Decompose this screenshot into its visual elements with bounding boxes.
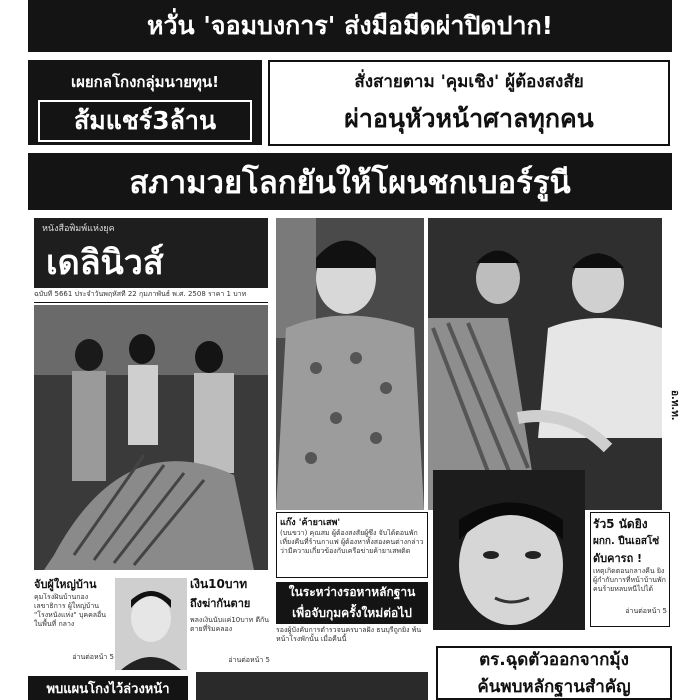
story-money bbox=[190, 575, 270, 671]
right-box-line1: สั่งสายตาม 'คุมเชิง' ผู้ต้องสงสัย bbox=[354, 71, 584, 92]
masthead bbox=[34, 218, 268, 288]
bottom-headline-line2: ค้นพบหลักฐานสำคัญ bbox=[477, 677, 631, 697]
story-right bbox=[590, 512, 670, 627]
story-money-subtitle: ถึงฆ่ากันตาย bbox=[190, 597, 251, 610]
photo-men-seated bbox=[428, 218, 662, 510]
bottom-headline-line1: ตร.ฉุดตัวออกจากมุ้ง bbox=[479, 650, 629, 670]
right-box-line2: ผ่าอนุหัวหน้าศาลทุกคน bbox=[344, 103, 594, 133]
story-evidence-line1: ในระหว่างรอหาหลักฐาน bbox=[276, 582, 428, 603]
main-banner bbox=[28, 153, 672, 210]
headline-top-bar bbox=[28, 0, 672, 52]
photo-crowd-icon bbox=[34, 305, 268, 570]
bottom-photo-strip bbox=[196, 672, 428, 700]
photo-face-closeup bbox=[433, 470, 585, 630]
masthead-tagline: หนังสือพิมพ์แห่งยุค bbox=[42, 224, 115, 234]
left-headline-box bbox=[28, 60, 262, 145]
photo-portrait bbox=[115, 578, 187, 670]
story-money-cont: อ่านต่อหน้า 5 bbox=[228, 656, 270, 664]
left-box-line2: ส้มแชร์3ล้าน bbox=[38, 100, 252, 142]
photo-men-seated-icon bbox=[428, 218, 662, 510]
photo-portrait-icon bbox=[115, 578, 187, 670]
story-right-text: เหตุเกิดตอนกลางคืน ยิงผู้กำกับการที่หน้าบ้านพัก คนร้ายหลบหนีไปได้ bbox=[593, 567, 666, 593]
story-left-text: คุมโรงฝิ่นบ้านกอง เลขาธิการ ผู้ใหญ่บ้าน "โรงหนังแห่ง" บุคคลอื่นในพื้นที่ กลาง bbox=[34, 593, 107, 628]
main-banner-text: สภามวยโลกยันให้โผนชกเบอร์รูนี bbox=[129, 164, 571, 201]
masthead-title: เดลินิวส์ bbox=[46, 243, 164, 283]
bottom-left-headline bbox=[28, 676, 188, 700]
story-evidence bbox=[276, 582, 428, 644]
bottom-left-headline-text: พบแผนโกงไว้ล่วงหน้า bbox=[46, 681, 170, 697]
right-headline-box bbox=[268, 60, 670, 146]
photo-man-smiling-icon bbox=[276, 218, 424, 510]
photo-crowd bbox=[34, 305, 268, 570]
story-right-cont: อ่านต่อหน้า 5 bbox=[625, 607, 667, 615]
photo-caption bbox=[276, 512, 428, 578]
story-evidence-text: รองผู้บังคับการตำรวจนครบาลฝั่ง ธนบุรีถูกยิง พ้นหน้าโรงพักนั้น เมื่อคืนนี้ bbox=[276, 626, 422, 643]
story-left-bottom bbox=[34, 575, 114, 671]
caption-title: แก๊ง 'ค้ายาเสพ' bbox=[280, 518, 341, 528]
photo-face-closeup-icon bbox=[433, 470, 585, 630]
story-left-title: จับผู้ใหญ่บ้าน bbox=[34, 578, 97, 591]
left-box-line1: เผยกลโกงกลุ่มนายทุน! bbox=[70, 73, 220, 91]
photo-man-smiling bbox=[276, 218, 424, 510]
caption-text: (บนขวา) คุณสม ผู้ต้องสงสัยผู้ซึ่ง จับได้ตอนพักเที่ยงคืนที่ร้านกาแฟ ผู้ต้องหาทั้งสองคนต่างกล่าวว่ามีความเกี่ยวข้องกับเครือข่ายค้ายาเสพติด bbox=[280, 529, 424, 555]
story-right-subtitle2: ดับคารถ ! bbox=[593, 552, 643, 565]
story-money-text: พลงเงินนับแค่10บาท ตีกันตายที่ริมคลอง bbox=[190, 616, 270, 633]
story-money-title: เงิน10บาท bbox=[190, 577, 248, 591]
story-right-subtitle: ผกก. ปืนเอสโซ่ bbox=[593, 536, 660, 547]
side-mark: อ.ท.ท. bbox=[669, 390, 680, 421]
masthead-issue-line: ฉบับที่ 5661 ประจำวันพฤหัสที่ 22 กุมภาพันธ์ พ.ศ. 2508 ราคา 1 บาท bbox=[34, 290, 268, 303]
headline-top-text: หวั่น 'จอมบงการ' ส่งมือมีดผ่าปิดปาก! bbox=[146, 11, 554, 40]
story-right-title: รัว5 นัดยิง bbox=[593, 517, 648, 531]
story-evidence-line2: เพื่อจับกุมครั้งใหม่ต่อไป bbox=[276, 603, 428, 624]
story-left-cont: อ่านต่อหน้า 5 bbox=[72, 653, 114, 661]
bottom-headline bbox=[436, 646, 672, 700]
